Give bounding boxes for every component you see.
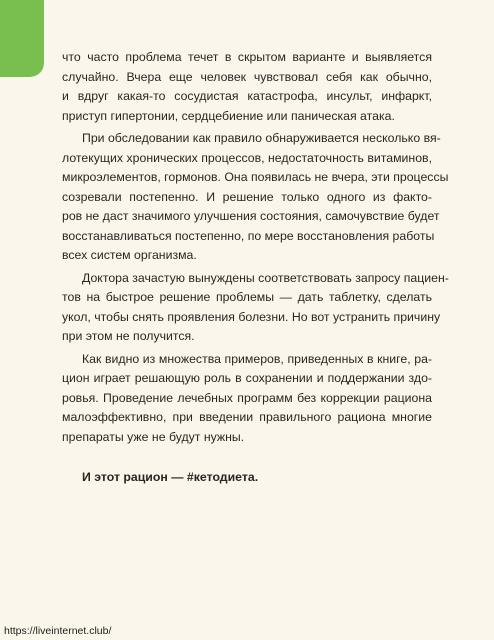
text-line: укол, чтобы снять проявления болезни. Но вот устранить причину — [62, 309, 441, 324]
text-line: ров не даст значимого улучшения состояния, самочувствие будет — [62, 209, 440, 223]
text-line: микроэлементов, гормонов. Она появилась не вчера, эти процессы — [62, 170, 449, 184]
source-url[interactable]: https://liveinternet.club/ — [4, 625, 112, 637]
text-line: Доктора зачастую вынуждены соответствовать запросу пациен- — [82, 270, 449, 285]
paragraph-2 — [62, 129, 449, 266]
text-line: тов на быстрое решение проблемы — дать таблетку, сделать — [62, 290, 432, 304]
text-line: при этом не получится. — [62, 329, 195, 343]
text-line: созревали постепенно. И решение только одного из факто- — [62, 189, 432, 204]
paragraph-4 — [62, 350, 432, 448]
text-line: Как видно из множества примеров, приведенных в книге, ра- — [82, 351, 432, 366]
corner-tab — [0, 0, 44, 77]
text-line: и вдруг какая-то сосудистая катастрофа, инсульт, инфаркт, — [62, 89, 432, 103]
text-line: ровья. Проведение лечебных программ без коррекции рациона — [62, 390, 432, 405]
text-line: всех систем организма. — [62, 248, 197, 262]
body-text — [62, 48, 449, 491]
text-line: цион играет решающую роль в сохранении и поддержании здо- — [62, 371, 432, 385]
paragraph-3 — [62, 269, 449, 347]
text-line: восстанавливаться постепенно, по мере восстановления работы — [62, 228, 435, 243]
text-line: приступ гипертонии, сердцебиение или паническая атака. — [62, 108, 395, 123]
text-line: При обследовании как правило обнаруживается несколько вя- — [82, 131, 441, 145]
text-line: что часто проблема течет в скрытом варианте и выявляется — [62, 50, 432, 64]
text-line: малоэффективно, при введении правильного рациона многие — [62, 410, 432, 424]
text-line: случайно. Вчера еще человек чувствовал себя как обычно, — [62, 69, 432, 84]
paragraph-1 — [62, 48, 432, 126]
text-line: препараты уже не будут нужны. — [62, 429, 245, 444]
text-line: лотекущих хронических процессов, недостаточность витаминов, — [62, 150, 432, 165]
emphasis-line: И этот рацион — #кетодиета. — [82, 470, 259, 484]
